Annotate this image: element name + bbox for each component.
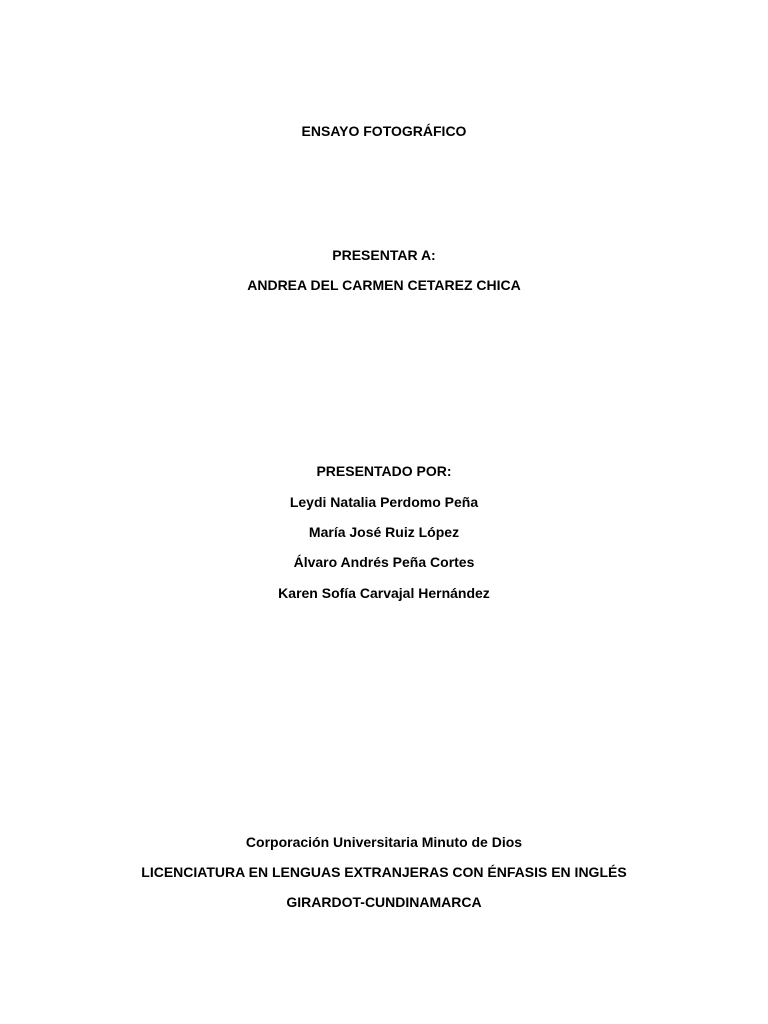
presented-to-name: ANDREA DEL CARMEN CETAREZ CHICA [247,277,521,293]
author-name: María José Ruiz López [308,524,460,540]
presented-by-label: PRESENTADO POR: [316,463,452,479]
location: GIRARDOT-CUNDINAMARCA [286,894,482,910]
author-name: Karen Sofía Carvajal Hernández [278,585,490,601]
author-name: Leydi Natalia Perdomo Peña [289,494,479,510]
author-name: Álvaro Andrés Peña Cortes [293,554,475,570]
program-name: LICENCIATURA EN LENGUAS EXTRANJERAS CON ÉNFASIS EN INGLÉS [141,864,627,880]
institution-name: Corporación Universitaria Minuto de Dios [245,834,523,850]
presented-to-label: PRESENTAR A: [332,247,436,263]
document-title: ENSAYO FOTOGRÁFICO [301,123,467,139]
